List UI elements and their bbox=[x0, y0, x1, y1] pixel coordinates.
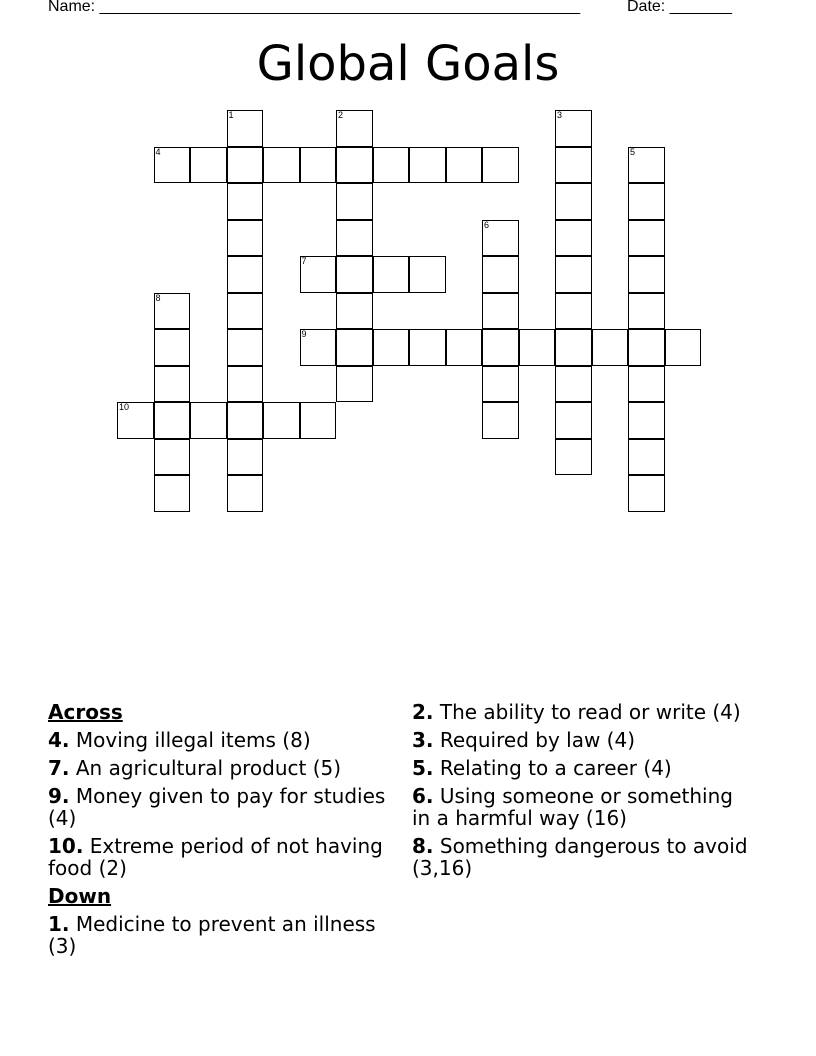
clue-down-1: 1. Medicine to prevent an illness (3) bbox=[48, 912, 376, 958]
grid-cell[interactable] bbox=[482, 329, 519, 366]
grid-cell[interactable] bbox=[154, 293, 191, 330]
date-line[interactable]: Date: _______ bbox=[627, 0, 732, 15]
grid-cell[interactable] bbox=[117, 402, 154, 439]
grid-cell[interactable] bbox=[628, 183, 665, 220]
grid-cell[interactable] bbox=[628, 366, 665, 403]
grid-cell[interactable] bbox=[482, 147, 519, 184]
grid-cell[interactable] bbox=[227, 293, 264, 330]
grid-cell[interactable] bbox=[227, 220, 264, 257]
grid-cell[interactable] bbox=[409, 329, 446, 366]
grid-cell[interactable] bbox=[154, 329, 191, 366]
grid-cell[interactable] bbox=[336, 110, 373, 147]
grid-cell[interactable] bbox=[482, 256, 519, 293]
grid-cell[interactable] bbox=[555, 147, 592, 184]
grid-cell[interactable] bbox=[154, 402, 191, 439]
grid-cell[interactable] bbox=[336, 256, 373, 293]
grid-cell[interactable] bbox=[300, 147, 337, 184]
clue-across-4: 4. Moving illegal items (8) bbox=[48, 728, 311, 752]
clue-down-2: 2. The ability to read or write (4) bbox=[412, 700, 741, 724]
clue-across-7: 7. An agricultural product (5) bbox=[48, 756, 342, 780]
grid-cell[interactable] bbox=[227, 329, 264, 366]
grid-cell[interactable] bbox=[190, 147, 227, 184]
clues-right-column bbox=[412, 701, 748, 885]
across-heading: Across bbox=[48, 700, 123, 724]
clue-number: 9 bbox=[301, 329, 307, 339]
grid-cell[interactable] bbox=[300, 256, 337, 293]
grid-cell[interactable] bbox=[154, 475, 191, 512]
grid-cell[interactable] bbox=[300, 402, 337, 439]
grid-cell[interactable] bbox=[227, 366, 264, 403]
grid-cell[interactable] bbox=[628, 475, 665, 512]
grid-cell[interactable] bbox=[373, 147, 410, 184]
clue-across-10: 10. Extreme period of not having food (2) bbox=[48, 834, 383, 880]
clue-down-5: 5. Relating to a career (4) bbox=[412, 756, 672, 780]
grid-cell[interactable] bbox=[263, 402, 300, 439]
clue-number: 6 bbox=[484, 219, 490, 230]
clue-number: 4 bbox=[155, 146, 161, 157]
grid-cell[interactable] bbox=[227, 402, 264, 439]
grid-cell[interactable] bbox=[628, 220, 665, 257]
grid-cell[interactable] bbox=[336, 366, 373, 403]
grid-cell[interactable] bbox=[373, 329, 410, 366]
grid-cell[interactable] bbox=[227, 475, 264, 512]
clue-down-3: 3. Required by law (4) bbox=[412, 728, 635, 752]
grid-cell[interactable] bbox=[227, 147, 264, 184]
grid-cell[interactable] bbox=[336, 293, 373, 330]
grid-cell[interactable] bbox=[482, 293, 519, 330]
page-title: Global Goals bbox=[256, 36, 560, 92]
grid-cell[interactable] bbox=[555, 402, 592, 439]
grid-cell[interactable] bbox=[336, 329, 373, 366]
clue-number: 8 bbox=[155, 292, 161, 303]
grid-cell[interactable] bbox=[154, 147, 191, 184]
grid-cell[interactable] bbox=[154, 439, 191, 476]
down-heading: Down bbox=[48, 884, 112, 908]
grid-cell[interactable] bbox=[227, 110, 264, 147]
grid-cell[interactable] bbox=[154, 366, 191, 403]
grid-cell[interactable] bbox=[190, 402, 227, 439]
grid-cell[interactable] bbox=[263, 147, 300, 184]
clue-down-6: 6. Using someone or something in a harmful way (16) bbox=[412, 784, 733, 830]
grid-cell[interactable] bbox=[446, 147, 483, 184]
clue-across-9: 9. Money given to pay for studies (4) bbox=[48, 784, 386, 830]
grid-cell[interactable] bbox=[628, 147, 665, 184]
clue-number: 5 bbox=[630, 146, 636, 157]
name-line[interactable]: Name: ______________________________________________________ bbox=[48, 0, 581, 15]
grid-cell[interactable] bbox=[446, 329, 483, 366]
grid-cell[interactable] bbox=[482, 402, 519, 439]
grid-cell[interactable] bbox=[555, 220, 592, 257]
clue-down-8: 8. Something dangerous to avoid (3,16) bbox=[412, 834, 748, 880]
grid-cell[interactable] bbox=[628, 293, 665, 330]
grid-cell[interactable] bbox=[628, 402, 665, 439]
clues-left-column bbox=[48, 701, 400, 963]
clue-number: 7 bbox=[301, 256, 307, 266]
grid-cell[interactable] bbox=[628, 256, 665, 293]
grid-cell[interactable] bbox=[555, 110, 592, 147]
grid-cell[interactable] bbox=[555, 366, 592, 403]
grid-cell[interactable] bbox=[482, 366, 519, 403]
grid-cell[interactable] bbox=[409, 147, 446, 184]
clue-number: 10 bbox=[119, 402, 130, 412]
grid-cell[interactable] bbox=[336, 183, 373, 220]
grid-cell[interactable] bbox=[555, 256, 592, 293]
grid-cell[interactable] bbox=[555, 439, 592, 476]
grid-cell[interactable] bbox=[482, 220, 519, 257]
grid-cell[interactable] bbox=[555, 293, 592, 330]
grid-cell[interactable] bbox=[227, 256, 264, 293]
clue-number: 3 bbox=[557, 110, 563, 120]
grid-cell[interactable] bbox=[409, 256, 446, 293]
clue-number: 2 bbox=[338, 110, 344, 120]
grid-cell[interactable] bbox=[300, 329, 337, 366]
grid-cell[interactable] bbox=[336, 147, 373, 184]
grid-cell[interactable] bbox=[555, 329, 592, 366]
grid-cell[interactable] bbox=[336, 220, 373, 257]
grid-cell[interactable] bbox=[628, 329, 665, 366]
grid-cell[interactable] bbox=[592, 329, 629, 366]
grid-cell[interactable] bbox=[373, 256, 410, 293]
grid-cell[interactable] bbox=[227, 439, 264, 476]
grid-cell[interactable] bbox=[628, 439, 665, 476]
clue-number: 1 bbox=[228, 110, 234, 120]
grid-cell[interactable] bbox=[227, 183, 264, 220]
grid-cell[interactable] bbox=[519, 329, 556, 366]
grid-cell[interactable] bbox=[555, 183, 592, 220]
grid-cell[interactable] bbox=[665, 329, 702, 366]
